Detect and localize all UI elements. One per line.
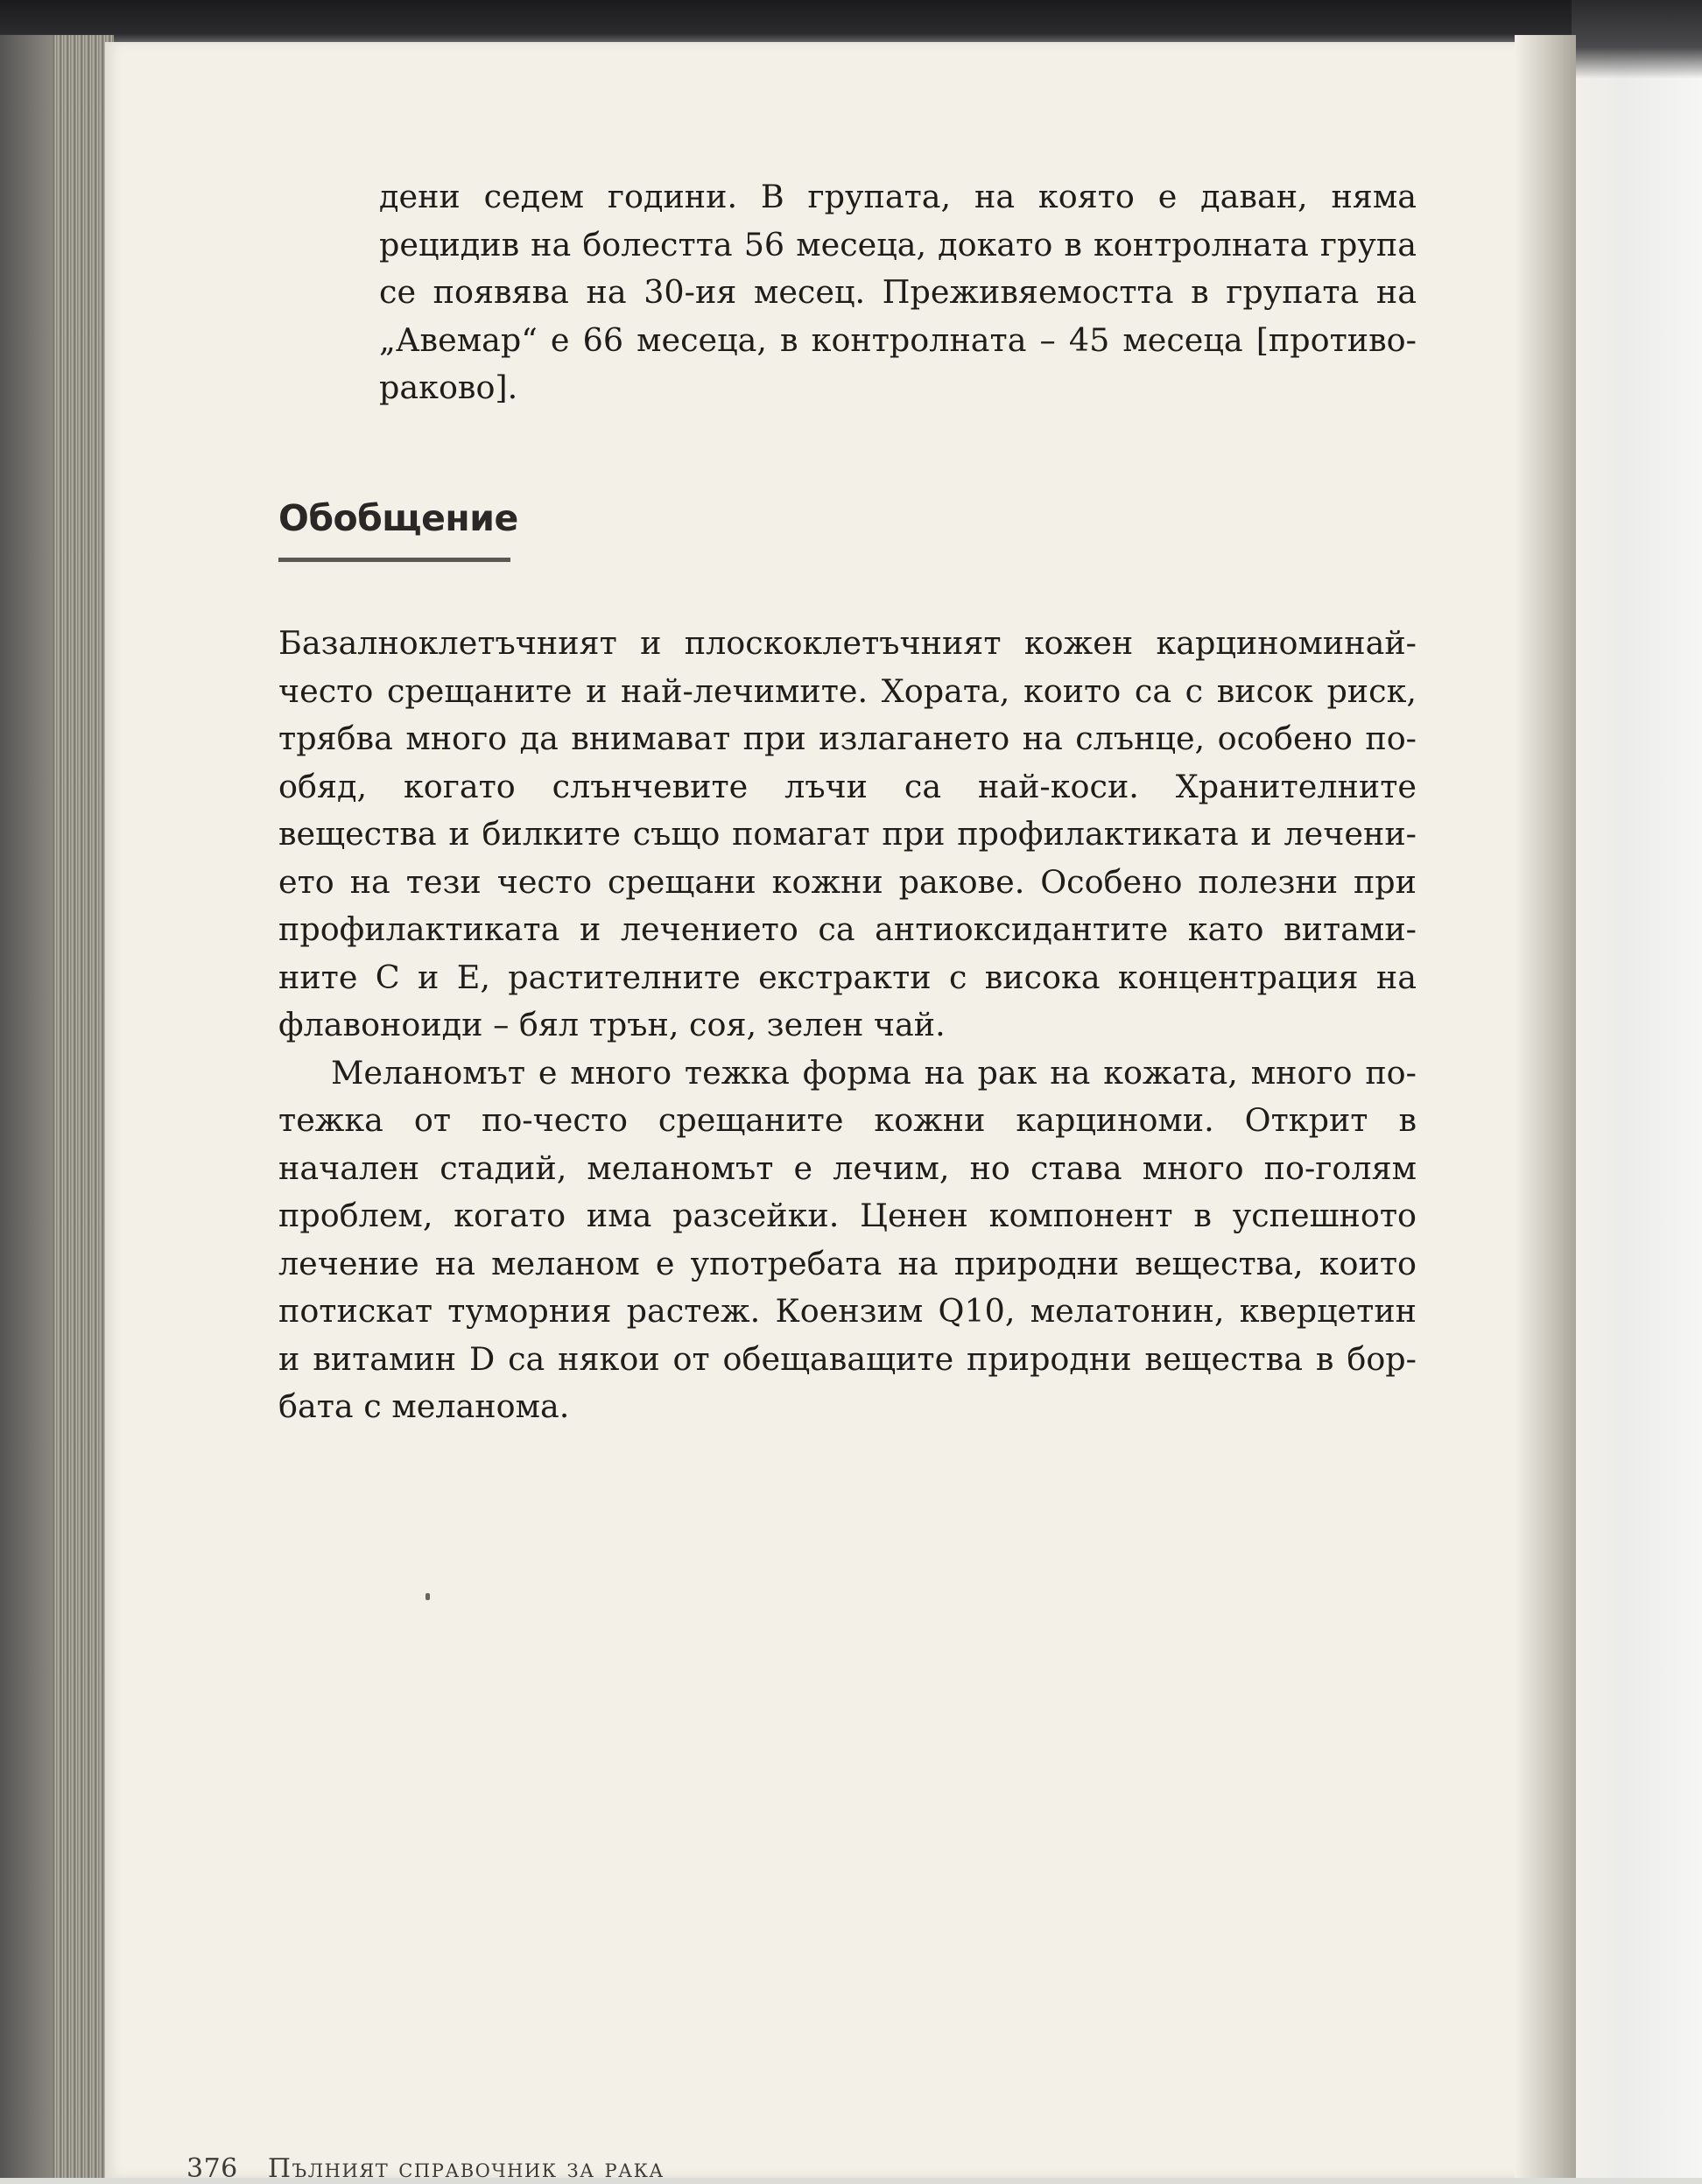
book-page — [105, 42, 1523, 2184]
summary-section — [278, 620, 1417, 1431]
heading-underline — [278, 558, 510, 562]
summary-paragraph-2: Меланомът е много тежка форма на рак на кожата, много по-тежка от по-често срещаните кожни карциноми. Открит в начален стадий, меланомът е лечим, но става много по-голям проблем, когато има разсейки. Ценен компонент в успешното лечение на меланом е употребата на природни вещества, които потискат туморния растеж. Коензим Q10, мелатонин, кверцетин и витамин D са някои от обещаващите природни вещества в борбата с меланома. — [278, 1053, 1417, 1425]
book-spine-shadow — [0, 35, 53, 2178]
intro-paragraph: дени седем години. В групата, на която е даван, няма рецидив на болестта 56 месеца, докато в контролната група се появява на 30-ия месец. Преживяемостта в групата на „Авемар“ е 66 месеца, в контролната – 45 месеца [противораково]. — [379, 178, 1417, 406]
section-heading: Обобщение — [278, 497, 518, 539]
paper-speck — [426, 1593, 430, 1600]
adjacent-page-shadow — [1572, 0, 1702, 79]
page-footer — [186, 2153, 665, 2184]
adjacent-page — [1572, 35, 1702, 2178]
summary-paragraph-1: Базалноклетъчният и плоскоклетъчният кожен карциноминай-често срещаните и най-лечимите. Хората, които са с висок риск, трябва много да внимават при излагането на слънце, особено по-обяд, когато слънчевите лъчи са най-коси. Хранителните вещества и билките също помагат при профилактиката и лечението на тези често срещани кожни ракове. Особено полезни при профилактиката и лечението са антиоксидантите като витамините C и E, растителните екстракти с висока концентрация на флавоноиди – бял трън, соя, зелен чай. — [278, 624, 1417, 1043]
page-number: 376 — [186, 2153, 238, 2184]
running-title: Пълният справочник за рака — [267, 2153, 665, 2184]
page-gutter-shadow — [1515, 35, 1576, 2178]
